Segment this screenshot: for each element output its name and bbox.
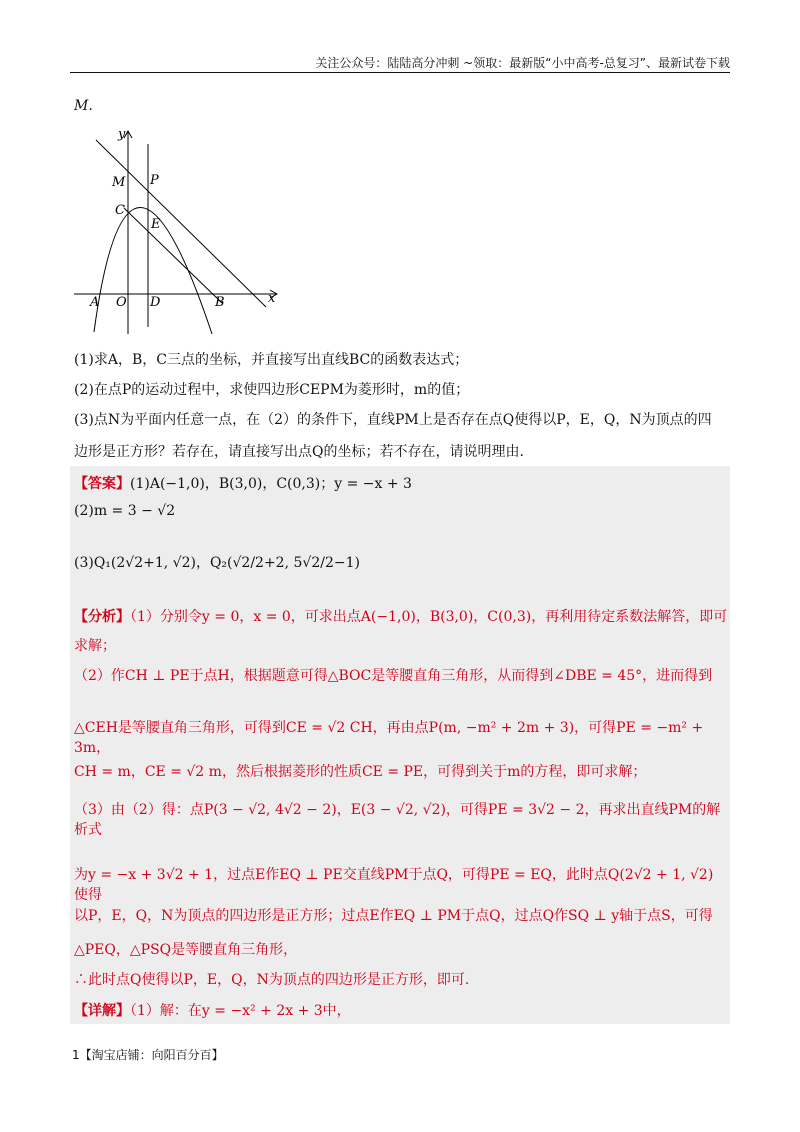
parabola-figure (70, 122, 290, 340)
answer-line-2: (2)m = 3 − √2 (74, 503, 176, 519)
line-bc (124, 208, 222, 303)
header-rule (70, 72, 730, 73)
question-2: (2)在点P的运动过程中，求使四边形CEPM为菱形时，m的值； (74, 382, 470, 398)
line-pm (96, 140, 266, 307)
label-b: B (215, 295, 225, 310)
analysis-tag: 【分析】 (74, 609, 130, 625)
label-y: y (118, 127, 126, 142)
lead-text: M. (74, 98, 93, 114)
label-a: A (90, 295, 100, 310)
label-m: M (112, 175, 126, 190)
analysis-line-8: 以P，E，Q，N为顶点的四边形是正方形；过点E作EQ ⊥ PM于点Q，过点Q作SQ ⊥ y轴于点S，可得 (74, 908, 713, 924)
analysis-line-9: △PEQ，△PSQ是等腰直角三角形， (74, 942, 298, 958)
label-d: D (150, 295, 161, 310)
answer-text-1: (1)A(−1,0)，B(3,0)，C(0,3)；y = −x + 3 (130, 476, 412, 492)
detail-tag: 【详解】 (74, 1003, 130, 1019)
analysis-line-1 (74, 606, 727, 626)
label-x: x (268, 291, 276, 306)
answer-tag: 【答案】 (74, 476, 130, 492)
analysis-line-5: CH = m，CE = √2 m，然后根据菱形的性质CE = PE，可得到关于m的方程，即可求解； (74, 764, 647, 780)
question-3-line1: (3)点N为平面内任意一点，在（2）的条件下，直线PM上是否存在点Q使得以P，E，Q，N为顶点的四 (74, 412, 712, 428)
question-1: (1)求A，B，C三点的坐标，并直接写出直线BC的函数表达式； (74, 352, 469, 368)
analysis-line-4: △CEH是等腰直角三角形，可得到CE = √2 CH，再由点P(m, −m² + 2m + 3)，可得PE = −m² + 3m， (74, 720, 704, 756)
label-p: P (150, 173, 159, 188)
detail-line (74, 1000, 351, 1020)
answer-line-3: (3)Q₁(2√2+1, √2)，Q₂(√2/2+2, 5√2/2−1) (74, 555, 360, 571)
analysis-line-3: （2）作CH ⊥ PE于点H，根据题意可得△BOC是等腰直角三角形，从而得到∠DBE = 45°，进而得到 (74, 668, 713, 684)
label-c: C (115, 203, 125, 218)
page-header: 关注公众号：陆陆高分冲刺 ~领取：最新版“小中高考-总复习”、最新试卷下载 (315, 56, 730, 70)
analysis-line-7: 为y = −x + 3√2 + 1，过点E作EQ ⊥ PE交直线PM于点Q，可得PE = EQ，此时点Q(2√2 + 1, √2)使得 (74, 867, 714, 903)
analysis-text-1: （1）分别令y = 0，x = 0，可求出点A(−1,0)，B(3,0)，C(0,3)，再利用待定系数法解答，即可 (130, 609, 728, 625)
figure-svg (70, 122, 290, 340)
analysis-line-10: ∴此时点Q使得以P，E，Q，N为顶点的四边形是正方形，即可. (74, 972, 470, 988)
answer-line-1 (74, 473, 412, 493)
detail-text: （1）解：在y = −x² + 2x + 3中， (130, 1003, 351, 1019)
label-e: E (151, 217, 161, 232)
page-footer: 1【淘宝店铺：向阳百分百】 (72, 1048, 224, 1062)
analysis-line-6: （3）由（2）得：点P(3 − √2, 4√2 − 2)，E(3 − √2, √2)，可得PE = 3√2 − 2，再求出直线PM的解析式 (74, 802, 721, 838)
analysis-line-2: 求解； (74, 638, 116, 654)
label-o: O (116, 295, 127, 310)
question-3-line2: 边形是正方形？若存在，请直接写出点Q的坐标；若不存在，请说明理由. (74, 444, 524, 460)
